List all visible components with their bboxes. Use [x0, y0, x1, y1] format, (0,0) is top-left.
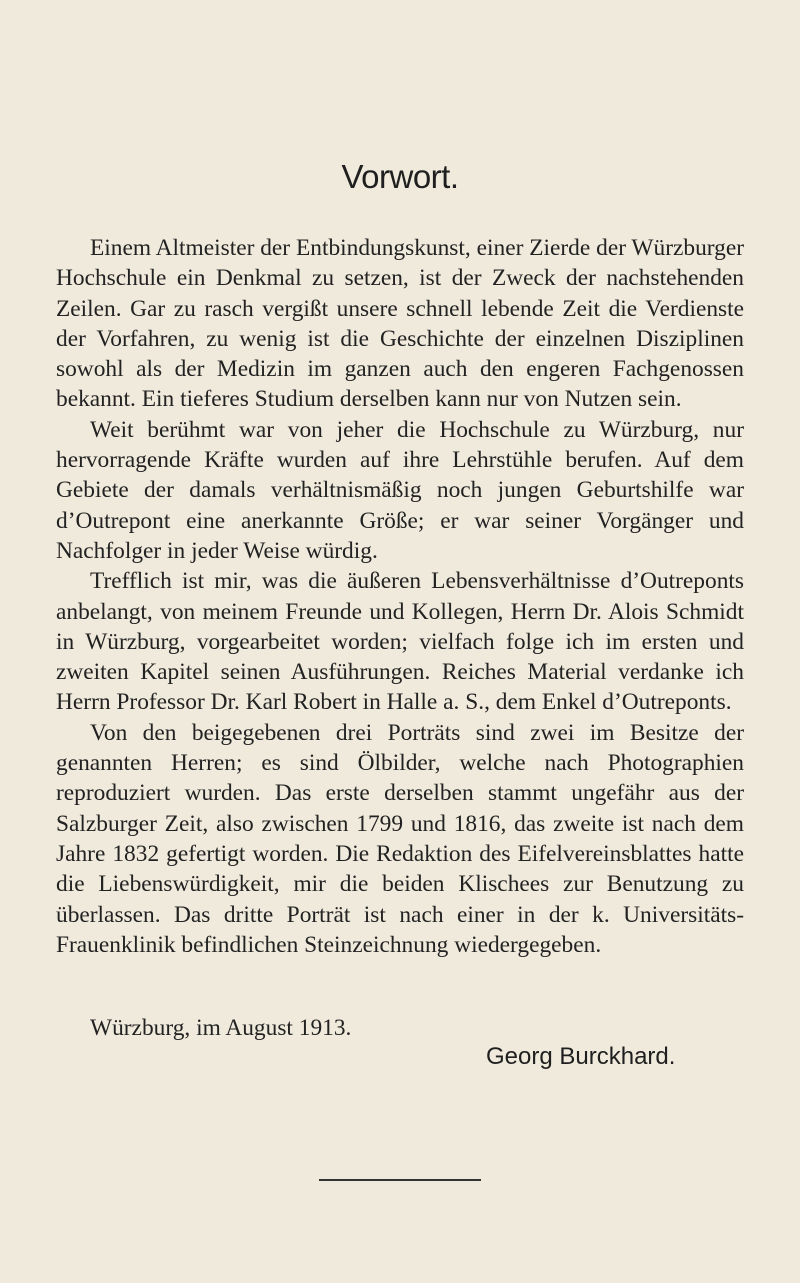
dateline: Würzburg, im August 1913. [90, 1015, 352, 1041]
paragraph-1: Einem Altmeister der Entbindungskunst, einer Zierde der Würzburger Hochschule ein Denkmal zu setzen, ist der Zweck der nachstehenden Zeilen. Gar zu rasch vergißt unsere schnell lebende Zeit die Verdienste der Vorfahren, zu wenig ist die Geschichte der einzelnen Disziplinen sowohl als der Medizin im ganzen auch den engeren Fachgenossen bekannt. Ein tieferes Studium derselben kann nur von Nutzen sein. [56, 235, 744, 413]
paragraph-3: Trefflich ist mir, was die äußeren Lebensverhältnisse d’Outreponts anbelangt, von meinem Freunde und Kollegen, Herrn Dr. Alois Schmidt in Würzburg, vorgearbeitet worden; vielfach folge ich im ersten und zweiten Kapitel seinen Ausführungen. Reiches Material verdanke ich Herrn Professor Dr. Karl Robert in Halle a. S., dem Enkel d’Outreponts. [56, 568, 744, 716]
signature: Georg Burckhard. [486, 1043, 676, 1070]
page-title: Vorwort. [341, 158, 459, 195]
preface-body [56, 233, 744, 960]
paragraph-4: Von den beigegebenen drei Porträts sind zwei im Besitze der genannten Herren; es sind Ölbilder, welche nach Photographien reproduziert wurden. Das erste derselben stammt ungefähr aus der Salzburger Zeit, also zwischen 1799 und 1816, das zweite ist nach dem Jahre 1832 gefertigt worden. Die Redaktion des Eifelvereinsblattes hatte die Liebenswürdigkeit, mir die beiden Klischees zur Benutzung zu überlassen. Das dritte Porträt ist nach einer in der k. Universitäts-Frauenklinik befindlichen Steinzeichnung wiedergegeben. [56, 719, 744, 958]
divider-rule [319, 1179, 481, 1181]
paragraph-2: Weit berühmt war von jeher die Hochschule zu Würzburg, nur hervorragende Kräfte wurden auf ihre Lehrstühle berufen. Auf dem Gebiete der damals verhältnismäßig noch jungen Geburtshilfe war d’Outrepont eine anerkannte Größe; er war seiner Vorgänger und Nachfolger in jeder Weise würdig. [56, 416, 744, 564]
